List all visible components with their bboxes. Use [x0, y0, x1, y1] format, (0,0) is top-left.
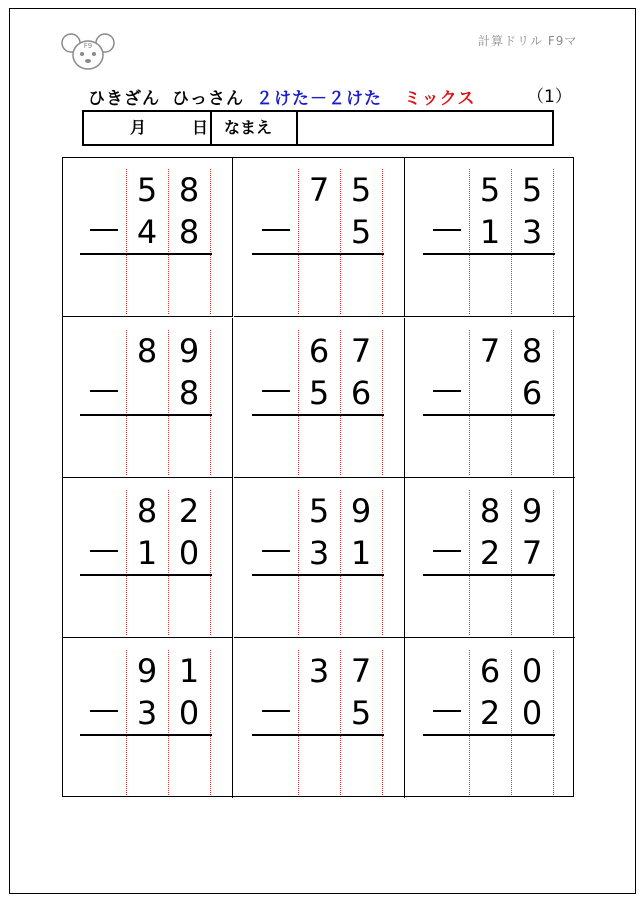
subtrahend-ones-digit: 7 [521, 534, 543, 572]
minuend-ones-digit: 2 [178, 492, 200, 530]
minuend-tens-digit: 8 [136, 332, 158, 370]
minuend-tens-digit: 7 [308, 171, 330, 209]
minuend-tens-digit: 8 [136, 492, 158, 530]
minuend-tens-digit: 5 [479, 171, 501, 209]
problem-cell[interactable] [405, 638, 575, 798]
digit-guide-line [382, 330, 383, 475]
answer-rule [80, 414, 212, 416]
digit-guide-line [382, 650, 383, 795]
subtrahend-ones-digit: 8 [178, 213, 200, 251]
minuend-ones-digit: 5 [521, 171, 543, 209]
minuend-tens-digit: 8 [479, 492, 501, 530]
answer-rule [80, 574, 212, 576]
answer-rule [423, 734, 555, 736]
digit-guide-line [553, 650, 554, 795]
minus-sign [90, 390, 118, 392]
sheet-number: （1） [527, 87, 572, 107]
svg-text:F9: F9 [83, 42, 93, 50]
problem-cell[interactable] [405, 318, 575, 478]
minuend-tens-digit: 5 [136, 171, 158, 209]
answer-rule [252, 253, 384, 255]
subtrahend-ones-digit: 0 [521, 694, 543, 732]
minus-sign [433, 550, 461, 552]
title-part-3: ２けた－２けた [256, 89, 382, 109]
brand-label: 計算ドリル F9マ [478, 34, 578, 48]
minuend-ones-digit: 5 [350, 171, 372, 209]
minuend-ones-digit: 8 [521, 332, 543, 370]
minus-sign [433, 229, 461, 231]
mouse-logo-icon [60, 30, 116, 72]
digit-guide-line [553, 169, 554, 314]
digit-guide-line [553, 490, 554, 635]
minuend-ones-digit: 8 [178, 171, 200, 209]
problem-cell[interactable] [405, 478, 575, 638]
minuend-tens-digit: 6 [479, 652, 501, 690]
answer-rule [423, 253, 555, 255]
subtrahend-ones-digit: 5 [350, 694, 372, 732]
subtrahend-tens-digit: 3 [308, 534, 330, 572]
problem-cell[interactable] [62, 157, 233, 317]
subtrahend-tens-digit: 1 [479, 213, 501, 251]
minuend-ones-digit: 0 [521, 652, 543, 690]
minuend-ones-digit: 9 [350, 492, 372, 530]
digit-guide-line [210, 169, 211, 314]
subtrahend-tens-digit: 5 [308, 374, 330, 412]
digit-guide-line [210, 490, 211, 635]
problem-cell[interactable] [62, 318, 233, 478]
minuend-ones-digit: 9 [178, 332, 200, 370]
minus-sign [262, 390, 290, 392]
digit-guide-line [553, 330, 554, 475]
minuend-tens-digit: 9 [136, 652, 158, 690]
minuend-tens-digit: 6 [308, 332, 330, 370]
minus-sign [90, 229, 118, 231]
subtrahend-ones-digit: 6 [350, 374, 372, 412]
minus-sign [262, 710, 290, 712]
problem-cell[interactable] [234, 478, 405, 638]
subtrahend-tens-digit: 3 [136, 694, 158, 732]
subtrahend-ones-digit: 5 [350, 213, 372, 251]
month-label: 月 [130, 118, 147, 137]
problem-cell[interactable] [62, 638, 233, 798]
minus-sign [433, 390, 461, 392]
problem-grid [62, 157, 574, 797]
minuend-tens-digit: 3 [308, 652, 330, 690]
worksheet-title [88, 84, 476, 109]
digit-guide-line [210, 330, 211, 475]
subtrahend-ones-digit: 8 [178, 374, 200, 412]
problem-cell[interactable] [234, 318, 405, 478]
problem-cell[interactable] [405, 157, 575, 317]
digit-guide-line [210, 650, 211, 795]
title-part-1: ひきざん [88, 89, 160, 109]
answer-rule [80, 734, 212, 736]
answer-rule [252, 574, 384, 576]
answer-rule [423, 574, 555, 576]
name-field[interactable] [306, 112, 546, 144]
subtrahend-ones-digit: 6 [521, 374, 543, 412]
answer-rule [423, 414, 555, 416]
digit-guide-line [382, 169, 383, 314]
subtrahend-ones-digit: 0 [178, 694, 200, 732]
name-label: なまえ [224, 118, 273, 137]
answer-rule [252, 734, 384, 736]
problem-cell[interactable] [234, 157, 405, 317]
minuend-ones-digit: 7 [350, 332, 372, 370]
subtrahend-ones-digit: 3 [521, 213, 543, 251]
problem-cell[interactable] [62, 478, 233, 638]
date-name-header [82, 110, 554, 146]
subtrahend-tens-digit: 1 [136, 534, 158, 572]
title-part-2: ひっさん [172, 89, 244, 109]
minuend-ones-digit: 1 [178, 652, 200, 690]
answer-rule [80, 253, 212, 255]
digit-guide-line [382, 490, 383, 635]
answer-rule [252, 414, 384, 416]
subtrahend-tens-digit: 4 [136, 213, 158, 251]
minus-sign [90, 710, 118, 712]
minus-sign [90, 550, 118, 552]
subtrahend-ones-digit: 0 [178, 534, 200, 572]
header-divider [210, 112, 212, 144]
minuend-tens-digit: 7 [479, 332, 501, 370]
minuend-ones-digit: 7 [350, 652, 372, 690]
problem-cell[interactable] [234, 638, 405, 798]
minus-sign [262, 229, 290, 231]
day-label: 日 [192, 118, 209, 137]
subtrahend-tens-digit: 2 [479, 694, 501, 732]
subtrahend-ones-digit: 1 [350, 534, 372, 572]
minuend-tens-digit: 5 [308, 492, 330, 530]
minus-sign [262, 550, 290, 552]
header-divider [296, 112, 298, 144]
subtrahend-tens-digit: 2 [479, 534, 501, 572]
title-part-4: ミックス [404, 89, 476, 109]
minus-sign [433, 710, 461, 712]
minuend-ones-digit: 9 [521, 492, 543, 530]
